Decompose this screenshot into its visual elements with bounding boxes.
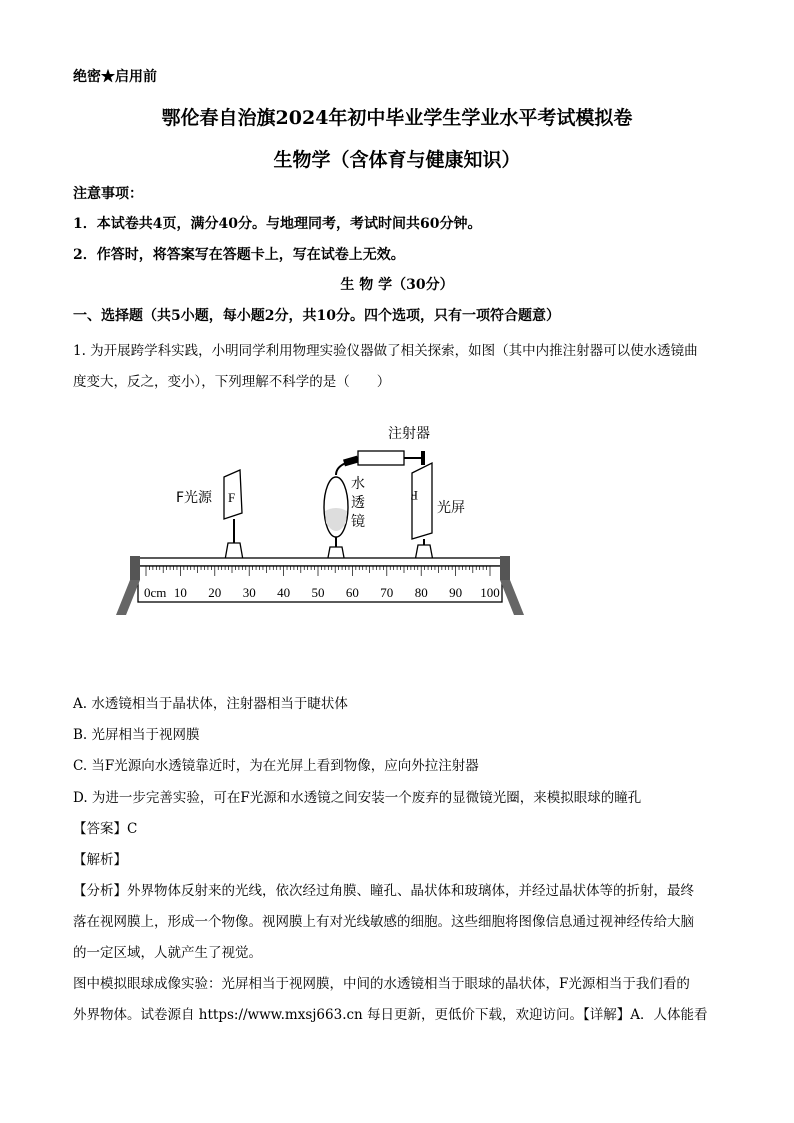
scale-label: 90 [449,585,463,600]
option-b: B. 光屏相当于视网膜 [73,727,200,743]
scale-label: 30 [242,585,256,600]
option-c: C. 当F光源向水透镜靠近时，为在光屏上看到物像，应向外拉注射器 [73,758,479,774]
scale-label: 10 [173,585,187,600]
scale-label: 60 [345,585,359,600]
part-title: 一、选择题（共5小题，每小题2分，共10分。四个选项，只有一项符合题意） [73,308,560,324]
scale-label: 20 [208,585,222,600]
light-screen-letter: F [410,488,418,503]
analysis-label: 【解析】 [73,852,127,868]
scale-label: 80 [414,585,428,600]
note-item: 1．本试卷共4页，满分40分。与地理同考，考试时间共60分钟。 [73,216,482,232]
analysis-line: 的一定区域，人就产生了视觉。 [73,945,262,961]
analysis-line: 外界物体。试卷源自 https://www.mxsj663.cn 每日更新，更低价下载，欢迎访问。【详解】A．人体能看 [73,1007,708,1023]
light-screen-label: 光屏 [437,500,465,516]
syringe-label: 注射器 [388,426,430,442]
analysis-line: 落在视网膜上，形成一个物像。视网膜上有对光线敏感的细胞。这些细胞将图像信息通过视神经传给大脑 [73,914,694,930]
question-stem-line: 1. 为开展跨学科实践，小明同学利用物理实验仪器做了相关探索，如图（其中内推注射器可以使水透镜曲 [73,343,698,359]
analysis-line: 图中模拟眼球成像实验：光屏相当于视网膜，中间的水透镜相当于眼球的晶状体，F光源相当于我们看的 [73,976,690,992]
note-item: 2．作答时，将答案写在答题卡上，写在试卷上无效。 [73,247,405,263]
section-title: 生 物 学（30分） [340,277,454,293]
confidential-mark: 绝密★启用前 [73,69,157,85]
analysis-line: 【分析】外界物体反射来的光线，依次经过角膜、瞳孔、晶状体和玻璃体，并经过晶状体等的折射，最终 [73,883,694,899]
option-d: D. 为进一步完善实验，可在F光源和水透镜之间安装一个废弃的显微镜光圈，来模拟眼球的瞳孔 [73,790,642,806]
water-lens-label-char: 镜 [351,514,365,530]
scale-label: 70 [380,585,394,600]
water-lens-label-char: 水 [351,476,365,492]
light-source-letter: F [228,490,236,505]
question-stem-line: 度变大，反之，变小），下列理解不科学的是（ ） [73,374,391,390]
scale-label: 40 [277,585,291,600]
notes-heading: 注意事项： [73,186,143,202]
optical-bench [116,556,524,615]
answer-label: 【答案】C [73,821,138,837]
scale-label: 100 [480,585,500,600]
scale-label: 0cm [144,585,167,600]
experiment-figure [110,415,540,620]
water-lens-label-char: 透 [351,495,365,511]
page-subtitle: 生物学（含体育与健康知识） [273,149,521,171]
scale-label: 50 [311,585,325,600]
page-title: 鄂伦春自治旗2024年初中毕业学生学业水平考试模拟卷 [161,107,633,129]
light-source-label: F光源 [176,490,213,506]
option-a: A. 水透镜相当于晶状体，注射器相当于睫状体 [73,696,348,712]
syringe-icon [336,451,425,475]
